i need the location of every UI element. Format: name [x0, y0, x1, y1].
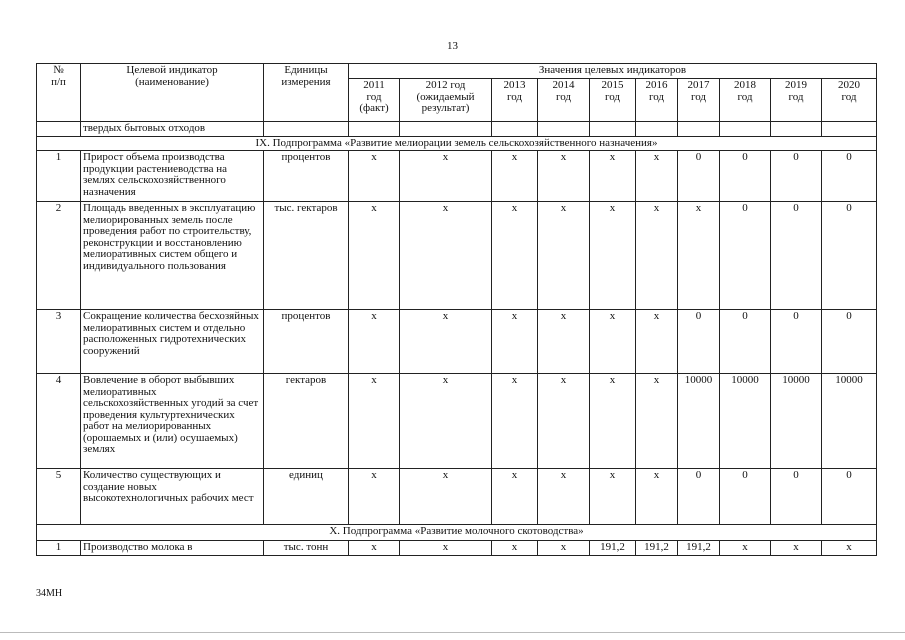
row-value: x: [771, 541, 822, 556]
cont-unit: [264, 122, 349, 137]
row-value: x: [349, 469, 400, 525]
row-value: 0: [720, 151, 771, 202]
row-value: x: [636, 374, 678, 469]
header-year: 2018 год: [720, 79, 771, 122]
row-value: 0: [771, 151, 822, 202]
row-value: 0: [678, 151, 720, 202]
row-value: x: [538, 151, 590, 202]
indicators-table: [36, 63, 877, 556]
row-value: x: [590, 310, 636, 374]
row-value: 0: [822, 469, 877, 525]
row-value: 0: [720, 202, 771, 310]
row-value: x: [636, 469, 678, 525]
row-value: x: [349, 310, 400, 374]
row-value: 0: [771, 202, 822, 310]
row-value: 0: [720, 469, 771, 525]
table-row: [37, 469, 877, 525]
row-num: 2: [37, 202, 81, 310]
row-num: 5: [37, 469, 81, 525]
row-value: x: [400, 310, 492, 374]
row-value: x: [590, 374, 636, 469]
row-value: x: [590, 202, 636, 310]
row-value: x: [538, 469, 590, 525]
row-value: x: [636, 310, 678, 374]
row-value: 10000: [771, 374, 822, 469]
header-indicator: Целевой индикатор (наименование): [81, 64, 264, 122]
header-values-group: Значения целевых индикаторов: [349, 64, 877, 79]
scan-edge-line: [0, 632, 905, 633]
row-value: 191,2: [678, 541, 720, 556]
row-value: 0: [678, 310, 720, 374]
header-units: Единицы измерения: [264, 64, 349, 122]
row-value: x: [400, 469, 492, 525]
row-indicator-name: Вовлечение в оборот выбывших мелиоративных сельскохозяйственных угодий за счет проведения культуртехнических работ на мелиорированных (орошаемых и (или) осушаемых) землях: [81, 374, 264, 469]
row-indicator-name: Производство молока в: [81, 541, 264, 556]
row-value: x: [349, 541, 400, 556]
footer-code: 34МН: [36, 588, 63, 599]
row-value: 0: [678, 469, 720, 525]
row-indicator-name: Сокращение количества бесхозяйных мелиоративных систем и отдельно расположенных гидротехнических сооружений: [81, 310, 264, 374]
section-ix-title: IX. Подпрограмма «Развитие мелиорации земель сельскохозяйственного назначения»: [37, 136, 877, 151]
row-value: x: [636, 151, 678, 202]
row-value: 0: [720, 310, 771, 374]
row-value: x: [492, 541, 538, 556]
table-row: [37, 151, 877, 202]
row-value: x: [400, 374, 492, 469]
continuation-text: твердых бытовых отходов: [81, 122, 264, 137]
row-value: x: [492, 151, 538, 202]
row-value: x: [349, 374, 400, 469]
row-value: 0: [771, 310, 822, 374]
row-value: 191,2: [636, 541, 678, 556]
header-year: 2016 год: [636, 79, 678, 122]
row-value: x: [400, 541, 492, 556]
row-value: 0: [822, 151, 877, 202]
table-row: [37, 202, 877, 310]
row-value: 10000: [720, 374, 771, 469]
row-unit: тыс. гектаров: [264, 202, 349, 310]
row-value: 191,2: [590, 541, 636, 556]
row-num: 4: [37, 374, 81, 469]
row-value: x: [538, 310, 590, 374]
header-year: 2020 год: [822, 79, 877, 122]
header-year: 2013 год: [492, 79, 538, 122]
row-value: x: [538, 374, 590, 469]
row-value: x: [678, 202, 720, 310]
row-indicator-name: Количество существующих и создание новых высокотехнологичных рабочих мест: [81, 469, 264, 525]
row-value: x: [538, 202, 590, 310]
table-row: [37, 541, 877, 556]
row-value: x: [492, 310, 538, 374]
row-unit: единиц: [264, 469, 349, 525]
row-value: x: [349, 151, 400, 202]
section-x-title: X. Подпрограмма «Развитие молочного скотоводства»: [37, 525, 877, 541]
row-value: 10000: [678, 374, 720, 469]
row-unit: процентов: [264, 151, 349, 202]
row-value: x: [538, 541, 590, 556]
header-year: 2014 год: [538, 79, 590, 122]
row-num: 1: [37, 541, 81, 556]
header-year: 2011 год (факт): [349, 79, 400, 122]
row-value: x: [590, 151, 636, 202]
row-unit: гектаров: [264, 374, 349, 469]
row-value: 10000: [822, 374, 877, 469]
row-value: x: [492, 469, 538, 525]
page-number: 13: [447, 40, 458, 52]
row-value: 0: [822, 310, 877, 374]
row-value: x: [400, 202, 492, 310]
header-year: 2019 год: [771, 79, 822, 122]
header-num: № п/п: [37, 64, 81, 122]
row-value: 0: [771, 469, 822, 525]
table-row: [37, 374, 877, 469]
header-year: 2017 год: [678, 79, 720, 122]
row-num: 1: [37, 151, 81, 202]
row-indicator-name: Площадь введенных в эксплуатацию мелиорированных земель после проведения работ по строительству, реконструкции и восстановлению мелиоративных систем общего и индивидуального пользования: [81, 202, 264, 310]
row-unit: тыс. тонн: [264, 541, 349, 556]
row-value: x: [400, 151, 492, 202]
row-value: 0: [822, 202, 877, 310]
row-indicator-name: Прирост объема производства продукции растениеводства на землях сельскохозяйственного назначения: [81, 151, 264, 202]
row-value: x: [349, 202, 400, 310]
header-year: 2015 год: [590, 79, 636, 122]
row-unit: процентов: [264, 310, 349, 374]
row-value: x: [590, 469, 636, 525]
row-value: x: [636, 202, 678, 310]
row-value: x: [492, 374, 538, 469]
row-value: x: [822, 541, 877, 556]
row-value: x: [720, 541, 771, 556]
cont-num: [37, 122, 81, 137]
header-year: 2012 год (ожидаемый результат): [400, 79, 492, 122]
row-num: 3: [37, 310, 81, 374]
table-row: [37, 310, 877, 374]
row-value: x: [492, 202, 538, 310]
